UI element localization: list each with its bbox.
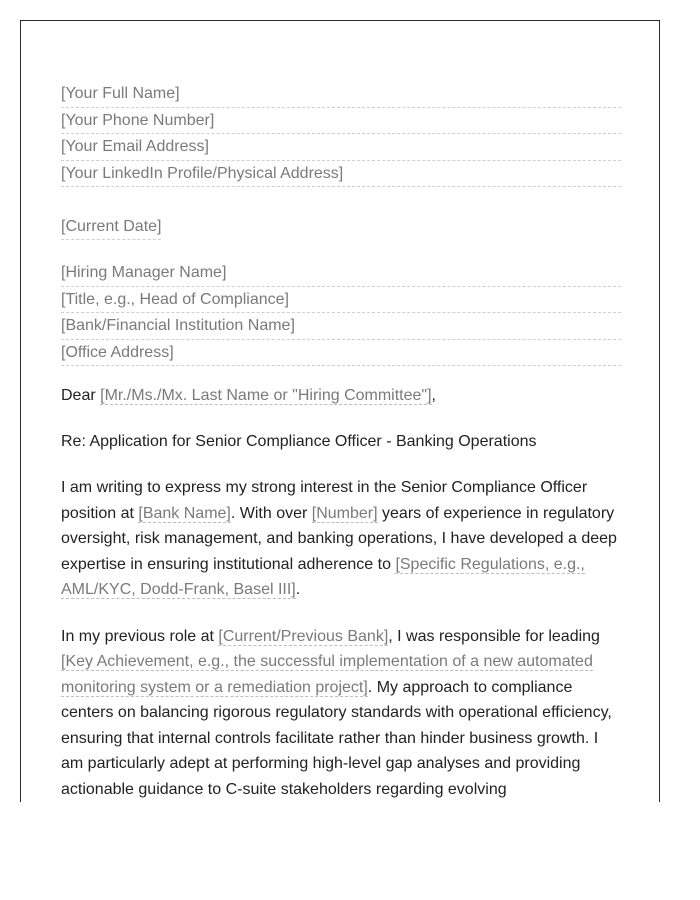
paragraph-text: . My approach to compliance centers on balancing rigorous regulatory standards with operational efficiency, ensuring that internal controls facilitate rather than hinder business growth. I am particularly adept at performing high-level gap analyses and providing actionable guidance to C-suite stakeholders regarding evolving — [61, 678, 612, 798]
regulations-placeholder[interactable]: [Specific Regulations, e.g., AML/KYC, Dodd-Frank, Basel III] — [61, 555, 585, 598]
sender-block — [61, 81, 621, 187]
sender-full-name[interactable]: [Your Full Name] — [61, 81, 621, 108]
recipient-block — [61, 260, 621, 366]
sender-linkedin-address[interactable]: [Your LinkedIn Profile/Physical Address] — [61, 161, 621, 188]
salutation-suffix: , — [431, 387, 436, 404]
salutation — [61, 384, 621, 408]
letter-page — [20, 20, 660, 802]
subject-line: Re: Application for Senior Compliance Officer - Banking Operations — [61, 433, 537, 450]
paragraph-intro — [61, 475, 621, 603]
bank-name-placeholder[interactable]: [Bank Name] — [138, 504, 231, 522]
sender-phone[interactable]: [Your Phone Number] — [61, 108, 621, 135]
letter-content — [61, 81, 621, 802]
previous-bank-placeholder[interactable]: [Current/Previous Bank] — [218, 627, 389, 645]
paragraph-text: , I was responsible for leading — [388, 627, 600, 645]
salutation-name-placeholder[interactable]: [Mr./Ms./Mx. Last Name or "Hiring Committee"] — [100, 387, 432, 404]
years-number-placeholder[interactable]: [Number] — [311, 504, 378, 522]
sender-email[interactable]: [Your Email Address] — [61, 134, 621, 161]
paragraph-text: . — [295, 581, 301, 598]
recipient-title[interactable]: [Title, e.g., Head of Compliance] — [61, 287, 621, 314]
paragraph-text: In my previous role at — [61, 627, 219, 645]
date-block — [61, 215, 621, 240]
recipient-hiring-manager[interactable]: [Hiring Manager Name] — [61, 260, 621, 287]
paragraph-text: I am writing to express my strong interest in the Senior Compliance Officer position at — [61, 479, 588, 522]
paragraph-text: years of experience in regulatory oversight, risk management, and banking operations, I have developed a deep expertise in ensuring institutional adherence to — [61, 504, 617, 573]
salutation-prefix: Dear — [61, 387, 101, 404]
recipient-office-address[interactable]: [Office Address] — [61, 340, 621, 367]
paragraph-experience — [61, 624, 621, 803]
paragraph-text: . With over — [230, 504, 312, 522]
key-achievement-placeholder[interactable]: [Key Achievement, e.g., the successful implementation of a new automated monitoring system or a remediation project] — [61, 653, 593, 696]
recipient-institution[interactable]: [Bank/Financial Institution Name] — [61, 313, 621, 340]
letter-date[interactable]: [Current Date] — [61, 215, 161, 240]
